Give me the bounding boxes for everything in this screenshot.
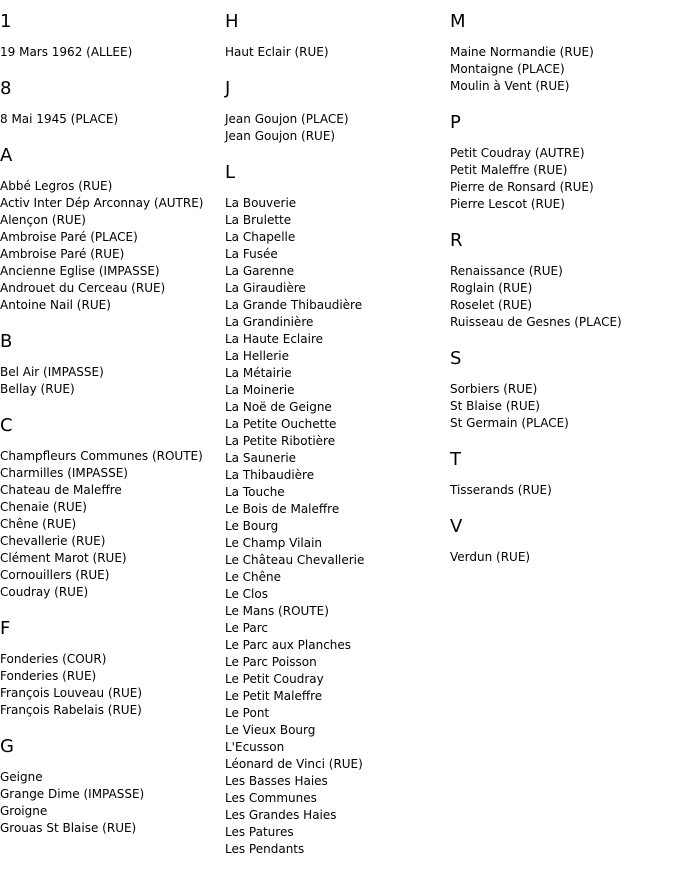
street-item[interactable]: La Bouverie [225,196,297,210]
letter-section [0,329,225,398]
letter-section [450,514,675,566]
street-item[interactable]: La Brulette [225,213,292,227]
street-item[interactable]: Le Bourg [225,519,279,533]
letter-section [225,9,450,61]
section-letter-heading: 8 [0,78,12,99]
street-item[interactable]: Alençon (RUE) [0,213,86,227]
street-item[interactable]: La Moinerie [225,383,295,397]
street-item[interactable]: Charmilles (IMPASSE) [0,466,128,480]
street-item[interactable]: Chêne (RUE) [0,517,77,531]
street-item[interactable]: La Touche [225,485,285,499]
street-item[interactable]: La Thibaudière [225,468,315,482]
index-column-3 [450,9,675,581]
section-letter-heading: H [225,11,239,32]
street-item[interactable]: La Hellerie [225,349,289,363]
street-item[interactable]: Bellay (RUE) [0,382,75,396]
street-item[interactable]: Champfleurs Communes (ROUTE) [0,449,203,463]
street-item[interactable]: Le Parc Poisson [225,655,317,669]
street-item[interactable]: Cornouillers (RUE) [0,568,110,582]
street-list [225,195,450,858]
street-item[interactable]: Les Communes [225,791,317,805]
street-item[interactable]: Coudray (RUE) [0,585,89,599]
street-item[interactable]: Geigne [0,770,43,784]
street-item[interactable]: Pierre Lescot (RUE) [450,197,565,211]
street-item[interactable]: La Giraudière [225,281,306,295]
street-list [225,111,450,145]
street-item[interactable]: Ambroise Paré (RUE) [0,247,125,261]
section-letter-heading: T [450,449,461,470]
street-item[interactable]: L'Ecusson [225,740,285,754]
street-item[interactable]: Fonderies (RUE) [0,669,97,683]
street-item[interactable]: Les Basses Haies [225,774,328,788]
street-item[interactable]: Sorbiers (RUE) [450,382,538,396]
street-item[interactable]: François Louveau (RUE) [0,686,143,700]
street-item[interactable]: Fonderies (COUR) [0,652,107,666]
street-item[interactable]: Jean Goujon (PLACE) [225,112,349,126]
street-item[interactable]: 8 Mai 1945 (PLACE) [0,112,119,126]
section-letter-heading: S [450,348,462,369]
street-item[interactable]: Tisserands (RUE) [450,483,552,497]
street-list [450,44,675,95]
street-item[interactable]: Ruisseau de Gesnes (PLACE) [450,315,622,329]
street-list [0,448,225,601]
street-item[interactable]: La Grande Thibaudière [225,298,363,312]
street-list [450,549,675,566]
street-item[interactable]: Le Parc aux Planches [225,638,352,652]
letter-section [0,413,225,601]
street-item[interactable]: La Petite Ouchette [225,417,337,431]
street-item[interactable]: Petit Maleffre (RUE) [450,163,568,177]
street-list [0,364,225,398]
street-item[interactable]: La Fusée [225,247,278,261]
street-item[interactable]: Le Petit Coudray [225,672,324,686]
letter-section [0,734,225,837]
street-item[interactable]: Moulin à Vent (RUE) [450,79,570,93]
street-list [450,482,675,499]
letter-section [0,616,225,719]
street-item[interactable]: Le Chêne [225,570,282,584]
street-list [0,111,225,128]
street-list [450,263,675,331]
section-letter-heading: A [0,145,13,166]
section-letter-heading: C [0,415,13,436]
street-item[interactable]: St Blaise (RUE) [450,399,540,413]
street-item[interactable]: Activ Inter Dép Arconnay (AUTRE) [0,196,204,210]
street-item[interactable]: Renaissance (RUE) [450,264,563,278]
street-list [0,178,225,314]
street-item[interactable]: La Saunerie [225,451,297,465]
section-letter-heading: B [0,331,13,352]
street-item[interactable]: Le Mans (ROUTE) [225,604,329,618]
index-column-2 [225,9,450,873]
street-item[interactable]: Le Pont [225,706,270,720]
street-item[interactable]: Chenaie (RUE) [0,500,87,514]
street-item[interactable]: Léonard de Vinci (RUE) [225,757,363,771]
street-item[interactable]: La Chapelle [225,230,296,244]
street-item[interactable]: Le Champ Vilain [225,536,323,550]
street-item[interactable]: Roglain (RUE) [450,281,533,295]
letter-section [450,228,675,331]
street-list [450,381,675,432]
street-item[interactable]: La Métairie [225,366,292,380]
street-item[interactable]: Haut Eclair (RUE) [225,45,329,59]
section-letter-heading: J [225,78,231,99]
street-item[interactable]: Petit Coudray (AUTRE) [450,146,585,160]
street-item[interactable]: La Noë de Geigne [225,400,332,414]
street-item[interactable]: Verdun (RUE) [450,550,531,564]
street-item[interactable]: La Petite Ribotière [225,434,336,448]
street-item[interactable]: Le Clos [225,587,268,601]
street-item[interactable]: Ambroise Paré (PLACE) [0,230,138,244]
section-letter-heading: R [450,230,463,251]
street-item[interactable]: La Haute Eclaire [225,332,323,346]
street-list [0,651,225,719]
street-item[interactable]: Chevallerie (RUE) [0,534,106,548]
street-item[interactable]: Chateau de Maleffre [0,483,122,497]
letter-section [450,9,675,95]
street-item[interactable]: Le Parc [225,621,268,635]
street-item[interactable]: Les Grandes Haies [225,808,337,822]
street-item[interactable]: François Rabelais (RUE) [0,703,142,717]
street-item[interactable]: Clément Marot (RUE) [0,551,127,565]
street-item[interactable]: Bel Air (IMPASSE) [0,365,104,379]
street-item[interactable]: Les Patures [225,825,294,839]
street-item[interactable]: Grange Dime (IMPASSE) [0,787,145,801]
street-item[interactable]: Ancienne Eglise (IMPASSE) [0,264,160,278]
section-letter-heading: P [450,112,461,133]
section-letter-heading: 1 [0,11,12,32]
street-item[interactable]: La Garenne [225,264,295,278]
street-item[interactable]: Le Bois de Maleffre [225,502,340,516]
section-letter-heading: F [0,618,11,639]
section-letter-heading: V [450,516,463,537]
street-item[interactable]: Les Pendants [225,842,305,856]
letter-section [0,143,225,314]
letter-section [450,110,675,213]
street-list [450,145,675,213]
street-item[interactable]: Groigne [0,804,48,818]
street-item[interactable]: Abbé Legros (RUE) [0,179,113,193]
street-item[interactable]: Grouas St Blaise (RUE) [0,821,137,835]
street-item[interactable]: Le Château Chevallerie [225,553,365,567]
street-item[interactable]: Antoine Nail (RUE) [0,298,111,312]
street-item[interactable]: 19 Mars 1962 (ALLEE) [0,45,133,59]
letter-section [450,447,675,499]
street-item[interactable]: Roselet (RUE) [450,298,533,312]
street-list [225,44,450,61]
street-item[interactable]: Maine Normandie (RUE) [450,45,594,59]
street-item[interactable]: La Grandinière [225,315,314,329]
section-letter-heading: G [0,736,14,757]
letter-section [450,346,675,432]
letter-section [225,76,450,145]
letter-section [0,9,225,61]
section-letter-heading: L [225,162,236,183]
street-item[interactable]: Montaigne (PLACE) [450,62,565,76]
street-item[interactable]: Pierre de Ronsard (RUE) [450,180,594,194]
street-list [0,769,225,837]
street-item[interactable]: Le Petit Maleffre [225,689,323,703]
street-list [0,44,225,61]
street-item[interactable]: Androuet du Cerceau (RUE) [0,281,166,295]
letter-section [225,160,450,858]
street-item[interactable]: Le Vieux Bourg [225,723,316,737]
street-item[interactable]: Jean Goujon (RUE) [225,129,336,143]
section-letter-heading: M [450,11,466,32]
letter-section [0,76,225,128]
street-item[interactable]: St Germain (PLACE) [450,416,569,430]
index-column-1 [0,9,225,852]
